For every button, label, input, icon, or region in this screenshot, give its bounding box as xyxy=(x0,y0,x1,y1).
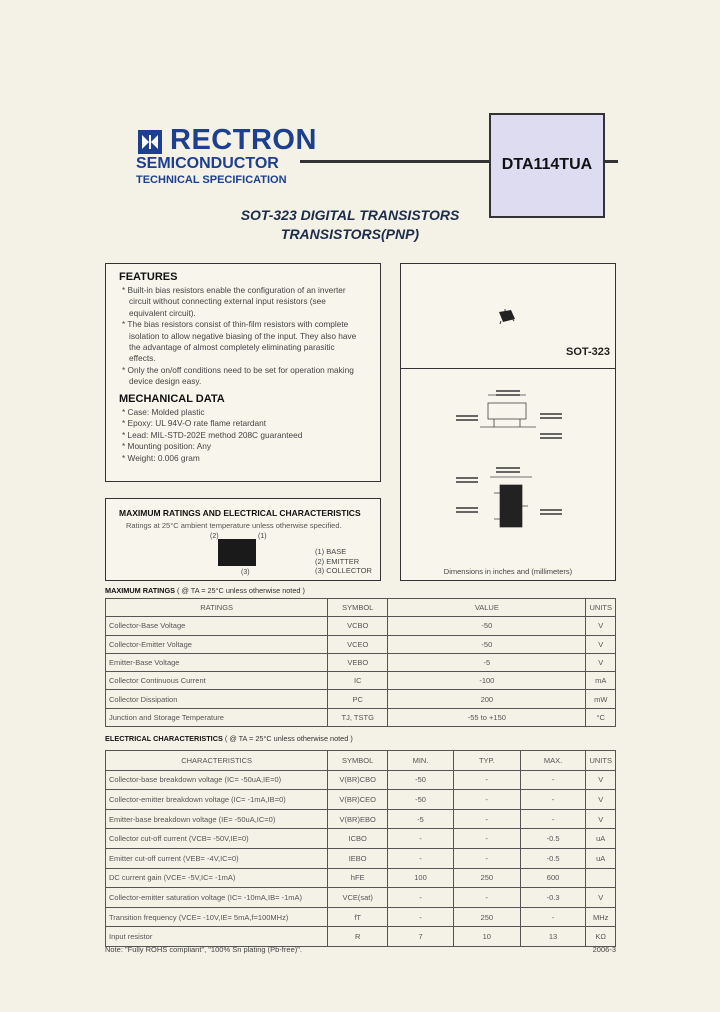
table-cell: - xyxy=(388,888,454,908)
ratings-note: Ratings at 25°C ambient temperature unless otherwise specified. xyxy=(126,521,342,530)
mechanical-heading: MECHANICAL DATA xyxy=(119,393,225,405)
table-cell: - xyxy=(388,829,454,849)
pin-legend-item: (3) COLLECTOR xyxy=(315,566,372,575)
mechanical-item: * Lead: MIL-STD-202E method 208C guaranteed xyxy=(122,429,303,440)
table-cell: -50 xyxy=(388,617,586,635)
table-cell: V(BR)CBO xyxy=(328,770,388,790)
table-row xyxy=(106,708,616,726)
table-cell: V(BR)EBO xyxy=(328,809,388,829)
table-cell: - xyxy=(520,907,586,927)
table-cell: -5 xyxy=(388,809,454,829)
table-row xyxy=(106,907,616,927)
table-row xyxy=(106,927,616,947)
table-row xyxy=(106,690,616,708)
package-divider xyxy=(400,368,616,369)
table-header: UNITS xyxy=(586,599,616,617)
table-cell: R xyxy=(328,927,388,947)
table-cell: - xyxy=(388,907,454,927)
table-cell: 600 xyxy=(520,868,586,888)
table-header: VALUE xyxy=(388,599,586,617)
features-heading: FEATURES xyxy=(119,271,178,283)
table-cell: DC current gain (VCE= -5V,IC= -1mA) xyxy=(106,868,328,888)
table-cell: V xyxy=(586,617,616,635)
table-cell: -5 xyxy=(388,653,586,671)
table-cell: V xyxy=(586,635,616,653)
table-cell: PC xyxy=(328,690,388,708)
header-rule xyxy=(300,160,490,163)
table-row xyxy=(106,672,616,690)
doc-title: SOT-323 DIGITAL TRANSISTORS xyxy=(240,207,460,223)
max-ratings-caption-bold: MAXIMUM RATINGS xyxy=(105,586,175,595)
table-header: SYMBOL xyxy=(328,751,388,771)
table-cell: VCE(sat) xyxy=(328,888,388,908)
table-cell: - xyxy=(520,770,586,790)
part-number: DTA114TUA xyxy=(501,156,593,173)
table-cell: °C xyxy=(586,708,616,726)
table-cell: - xyxy=(520,809,586,829)
header-rule-right xyxy=(604,160,618,163)
table-cell: -0.5 xyxy=(520,848,586,868)
table-cell: 200 xyxy=(388,690,586,708)
footer-code: 2006-3 xyxy=(592,945,616,954)
mechanical-item: * Weight: 0.006 gram xyxy=(122,452,200,463)
pin-legend xyxy=(315,547,372,576)
table-cell: mA xyxy=(586,672,616,690)
table-cell: Emitter-Base Voltage xyxy=(106,653,328,671)
table-cell: V xyxy=(586,653,616,671)
table-cell: V(BR)CEO xyxy=(328,790,388,810)
table-cell: - xyxy=(453,848,520,868)
table-cell: -0.5 xyxy=(520,829,586,849)
brand-subtitle: SEMICONDUCTOR xyxy=(136,155,279,172)
table-cell xyxy=(586,868,616,888)
pin-1-label: (1) xyxy=(258,533,267,540)
table-header: MIN. xyxy=(388,751,454,771)
feature-item: * Only the on/off conditions need to be set for operation making device design easy. xyxy=(122,364,354,387)
table-cell: V xyxy=(586,888,616,908)
feature-item: * Built-in bias resistors enable the configuration of an inverter circuit without connecting external input resistors (see equivalent circuit). xyxy=(122,285,346,318)
table-row xyxy=(106,888,616,908)
table-cell: - xyxy=(520,790,586,810)
table-cell: ICBO xyxy=(328,829,388,849)
table-cell: TJ, TSTG xyxy=(328,708,388,726)
table-cell: VCBO xyxy=(328,617,388,635)
table-cell: - xyxy=(453,770,520,790)
table-header-row xyxy=(106,751,616,771)
table-cell: 10 xyxy=(453,927,520,947)
table-cell: uA xyxy=(586,829,616,849)
brand-name: RECTRON xyxy=(170,124,317,156)
table-cell: -50 xyxy=(388,635,586,653)
table-row xyxy=(106,790,616,810)
footer-note: Note: "Fully ROHS compliant", "100% Sn plating (Pb-free)". xyxy=(105,945,302,954)
table-cell: Collector-Emitter Voltage xyxy=(106,635,328,653)
mechanical-item: * Case: Molded plastic xyxy=(122,407,205,417)
pin-2-label: (2) xyxy=(210,533,219,540)
ratings-summary-box xyxy=(105,498,381,581)
table-cell: VCEO xyxy=(328,635,388,653)
table-header: CHARACTERISTICS xyxy=(106,751,328,771)
pin-legend-item: (1) BASE xyxy=(315,547,347,556)
table-cell: Input resistor xyxy=(106,927,328,947)
table-cell: 7 xyxy=(388,927,454,947)
electrical-caption-bold: ELECTRICAL CHARACTERISTICS xyxy=(105,734,223,743)
pin-diagram-package xyxy=(218,539,256,566)
table-cell: -55 to +150 xyxy=(388,708,586,726)
mechanical-item: * Mounting position: Any xyxy=(122,441,212,452)
table-row xyxy=(106,829,616,849)
table-cell: Collector-emitter saturation voltage (IC= -10mA,IB= -1mA) xyxy=(106,888,328,908)
table-cell: IC xyxy=(328,672,388,690)
table-cell: V xyxy=(586,770,616,790)
table-cell: uA xyxy=(586,848,616,868)
table-header: RATINGS xyxy=(106,599,328,617)
table-row xyxy=(106,617,616,635)
table-cell: - xyxy=(453,809,520,829)
table-cell: 100 xyxy=(388,868,454,888)
table-header: MAX. xyxy=(520,751,586,771)
electrical-table xyxy=(105,750,616,947)
ratings-summary-heading: MAXIMUM RATINGS AND ELECTRICAL CHARACTERISTICS xyxy=(119,508,361,518)
table-cell: 13 xyxy=(520,927,586,947)
table-cell: Collector Continuous Current xyxy=(106,672,328,690)
table-header: TYP. xyxy=(453,751,520,771)
doc-subtitle: TRANSISTORS(PNP) xyxy=(280,226,420,242)
max-ratings-table xyxy=(105,598,616,727)
table-cell: Collector cut-off current (VCB= -50V,IE=0) xyxy=(106,829,328,849)
spec-label: TECHNICAL SPECIFICATION xyxy=(136,174,287,186)
table-cell: 250 xyxy=(453,907,520,927)
table-cell: mW xyxy=(586,690,616,708)
table-cell: Collector-Base Voltage xyxy=(106,617,328,635)
table-cell: - xyxy=(388,848,454,868)
table-row xyxy=(106,868,616,888)
table-cell: - xyxy=(453,790,520,810)
table-cell: KΩ xyxy=(586,927,616,947)
table-cell: - xyxy=(453,829,520,849)
table-header: SYMBOL xyxy=(328,599,388,617)
table-cell: -50 xyxy=(388,770,454,790)
table-cell: 250 xyxy=(453,868,520,888)
pin-3-label: (3) xyxy=(241,569,250,576)
rectron-logo-icon xyxy=(138,130,162,154)
electrical-caption-note: ( @ TA = 25°C unless otherwise noted ) xyxy=(222,734,353,743)
mechanical-list xyxy=(117,407,362,464)
table-header: UNITS xyxy=(586,751,616,771)
table-cell: -0.3 xyxy=(520,888,586,908)
mechanical-item: * Epoxy: UL 94V-O rate flame retardant xyxy=(122,418,267,429)
table-row xyxy=(106,653,616,671)
features-list xyxy=(117,285,362,388)
pin-legend-item: (2) EMITTER xyxy=(315,556,360,566)
table-cell: IEBO xyxy=(328,848,388,868)
table-cell: VEBO xyxy=(328,653,388,671)
table-cell: Collector-emitter breakdown voltage (IC= -1mA,IB=0) xyxy=(106,790,328,810)
max-ratings-caption-note: ( @ TA = 25°C unless otherwise noted ) xyxy=(175,586,305,595)
table-cell: -50 xyxy=(388,790,454,810)
electrical-caption xyxy=(105,734,353,743)
table-cell: Collector Dissipation xyxy=(106,690,328,708)
max-ratings-caption xyxy=(105,586,305,595)
table-row xyxy=(106,809,616,829)
feature-item: * The bias resistors consist of thin-film resistors with complete isolation to allow negative biasing of the input. They also have the advantage of almost completely eliminating parasitic effects. xyxy=(122,319,357,364)
table-cell: fT xyxy=(328,907,388,927)
table-cell: Emitter cut-off current (VEB= -4V,IC=0) xyxy=(106,848,328,868)
table-cell: Emitter-base breakdown voltage (IE= -50uA,IC=0) xyxy=(106,809,328,829)
sot323-package-icon xyxy=(496,309,518,330)
table-cell: -100 xyxy=(388,672,586,690)
table-cell: V xyxy=(586,809,616,829)
table-cell: MHz xyxy=(586,907,616,927)
table-row xyxy=(106,770,616,790)
features-box xyxy=(105,263,381,482)
table-cell: hFE xyxy=(328,868,388,888)
table-cell: Collector-base breakdown voltage (IC= -50uA,IE=0) xyxy=(106,770,328,790)
table-cell: V xyxy=(586,790,616,810)
table-cell: Transition frequency (VCE= -10V,IE= 5mA,f=100MHz) xyxy=(106,907,328,927)
package-name: SOT-323 xyxy=(566,346,611,358)
table-cell: - xyxy=(453,888,520,908)
table-cell: Junction and Storage Temperature xyxy=(106,708,328,726)
package-outline-diagram xyxy=(450,385,580,550)
table-header-row xyxy=(106,599,616,617)
table-row xyxy=(106,635,616,653)
table-row xyxy=(106,848,616,868)
dimension-note: Dimensions in inches and (millimeters) xyxy=(443,567,573,576)
